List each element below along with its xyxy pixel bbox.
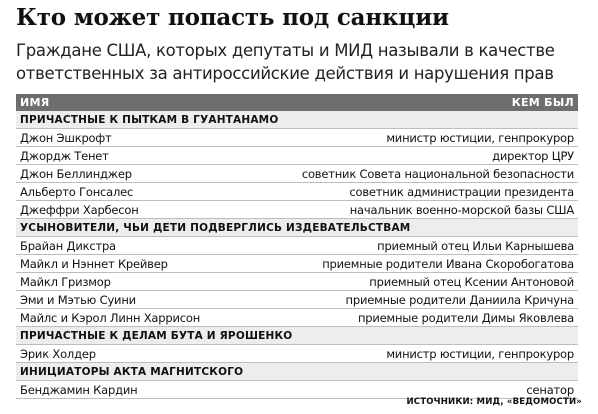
table-row (16, 165, 578, 183)
header-name-column: ИМЯ (20, 96, 50, 109)
table-row (16, 255, 578, 273)
table-header (16, 94, 578, 111)
person-role: начальник военно-морской базы США (349, 202, 574, 217)
person-role: директор ЦРУ (492, 148, 574, 163)
person-name: Джордж Тенет (20, 148, 109, 163)
section-header: ПРИЧАСТНЫЕ К ДЕЛАМ БУТА И ЯРОШЕНКО (16, 327, 578, 345)
person-role: приемные родители Ивана Скоробогатова (322, 256, 574, 271)
person-role: приемные родители Димы Яковлева (357, 310, 574, 325)
person-role: советник администрации президента (349, 184, 574, 199)
page-subtitle: Граждане США, которых депутаты и МИД называли в качестве ответственных за антироссийские действия и нарушения прав (16, 41, 555, 83)
person-name: Эми и Мэтью Суини (20, 292, 136, 307)
person-name: Эрик Холдер (20, 346, 96, 361)
table-row (16, 291, 578, 309)
person-name: Майкл и Нэннет Крейвер (20, 256, 168, 271)
person-role: сенатор (526, 382, 574, 397)
table-row (16, 183, 578, 201)
table-row (16, 345, 578, 363)
section-header: ПРИЧАСТНЫЕ К ПЫТКАМ В ГУАНТАНАМО (16, 111, 578, 129)
person-name: Майлс и Кэрол Линн Харрисон (20, 310, 201, 325)
table-row (16, 309, 578, 327)
table-row (16, 237, 578, 255)
table-row (16, 129, 578, 147)
person-role: приемные родители Даниила Кричуна (345, 292, 574, 307)
table-row (16, 201, 578, 219)
person-name: Брайан Дикстра (20, 238, 116, 253)
person-name: Майкл Гризмор (20, 274, 111, 289)
person-name: Бенджамин Кардин (20, 382, 138, 397)
header-role-column: КЕМ БЫЛ (511, 96, 574, 109)
person-name: Альберто Гонсалес (20, 184, 134, 199)
person-name: Джон Эшкрофт (20, 130, 112, 145)
source-note: ИСТОЧНИКИ: МИД, «ВЕДОМОСТИ» (406, 397, 582, 407)
person-role: министр юстиции, генпрокурор (386, 346, 574, 361)
person-name: Джеффри Харбесон (20, 202, 139, 217)
sanctions-table (16, 94, 578, 399)
table-row (16, 273, 578, 291)
person-role: советник Совета национальной безопасности (301, 166, 574, 181)
section-header: ИНИЦИАТОРЫ АКТА МАГНИТСКОГО (16, 363, 578, 381)
person-role: приемный отец Ильи Карнышева (377, 238, 574, 253)
person-role: министр юстиции, генпрокурор (386, 130, 574, 145)
section-header: УСЫНОВИТЕЛИ, ЧЬИ ДЕТИ ПОДВЕРГЛИСЬ ИЗДЕВАТЕЛЬСТВАМ (16, 219, 578, 237)
person-role: приемный отец Ксении Антоновой (369, 274, 574, 289)
table-row (16, 147, 578, 165)
person-name: Джон Беллинджер (20, 166, 132, 181)
page-title: Кто может попасть под санкции (16, 4, 449, 31)
